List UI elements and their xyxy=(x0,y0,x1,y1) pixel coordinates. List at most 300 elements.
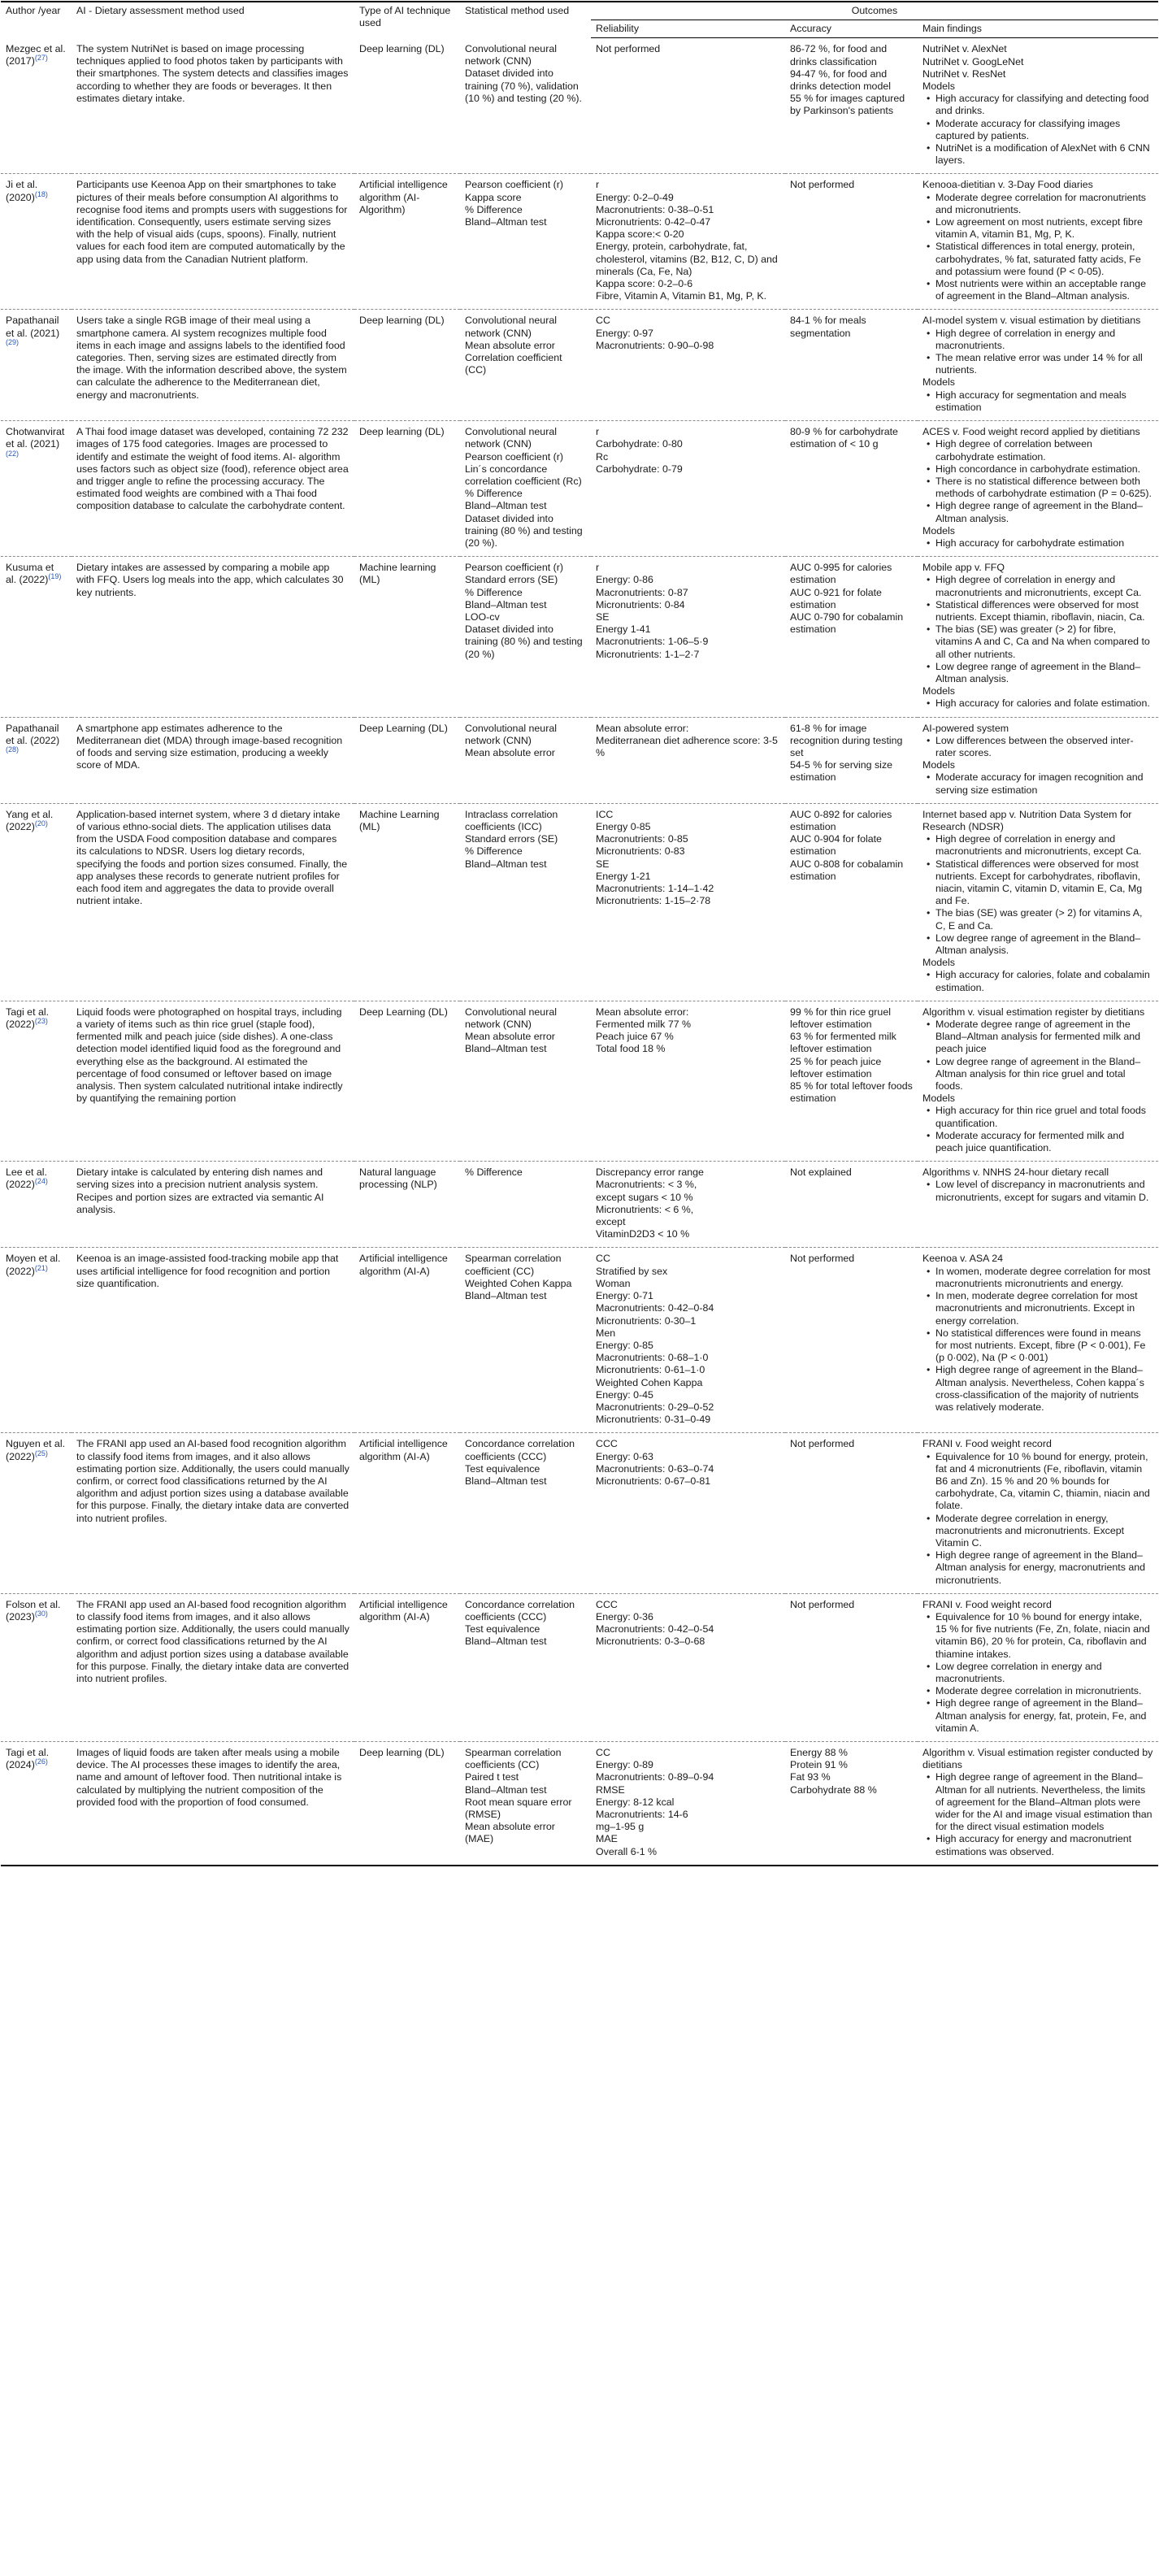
reliability-line: Stratified by sex xyxy=(596,1265,668,1277)
reliability-line: Micronutrients: 0-61–1·0 xyxy=(596,1364,705,1376)
accuracy-line: 86-72 %, for food and drinks classification xyxy=(790,43,888,67)
reliability-line: Micronutrients: 0-83 xyxy=(596,845,685,858)
finding-item: • High accuracy for energy and macronutrient estimations was observed. xyxy=(935,1833,1153,1857)
findings-heading: Models xyxy=(922,80,955,93)
reliability-line: Micronutrients: 1-15–2·78 xyxy=(596,895,711,907)
stat-line: Concordance correlation coefficients (CCC) xyxy=(465,1598,575,1622)
reliability-line: Macronutrients: 0-42–0-54 xyxy=(596,1623,714,1636)
findings-heading: Models xyxy=(922,685,955,697)
finding-item: • High degree range of agreement in the Bland–Altman analysis for energy, macronutrients and micronutrients. xyxy=(935,1549,1153,1587)
citation-link[interactable]: (24) xyxy=(34,1177,48,1186)
reliability-line: Macronutrients: 0-90–0-98 xyxy=(596,339,714,351)
citation-link[interactable]: (25) xyxy=(34,1449,48,1457)
method-cell: A Thai food image dataset was developed, containing 72 232 images of 175 food categories. Images are processed to identify and estimate the weight of food items. AI- algorithm uses factors such as object size (food), reference object area and trigger angle to refine the processing accuracy. The estimated food weights are combined with a Thai food composition database to calculate the carbohydrate content. xyxy=(72,421,354,557)
reliability-cell xyxy=(591,1742,785,1866)
author-cell xyxy=(1,421,72,557)
findings-list xyxy=(922,328,1153,377)
findings-cell xyxy=(918,1593,1158,1741)
table-row xyxy=(1,557,1158,717)
stat-line: Bland–Altman test xyxy=(465,1783,547,1796)
reliability-line: SE xyxy=(596,858,610,870)
stat-line: Bland–Altman test xyxy=(465,1475,547,1487)
reliability-line: Energy: 0-63 xyxy=(596,1450,653,1462)
finding-item: • High degree of correlation between carbohydrate estimation. xyxy=(935,438,1153,463)
accuracy-line: 85 % for total leftover foods estimation xyxy=(790,1080,913,1105)
citation-link[interactable]: (29) xyxy=(6,337,20,346)
statistical-method-cell xyxy=(460,1433,591,1593)
method-cell: The FRANI app used an AI-based food recognition algorithm to classify food items from images, and it also allows estimating portion size. Additionally, the users could manually confirm, or correct food classifications returned by the AI algorithm and adjust portion sizes using a database available for this purpose. Finally, the dietary intake data are converted into nutrient profiles. xyxy=(72,1433,354,1593)
finding-item: • Moderate degree correlation in micronutrients. xyxy=(935,1685,1153,1697)
reliability-line: CC xyxy=(596,315,610,327)
finding-item: • High degree of correlation in energy and macronutrients and micronutrients, except Ca. xyxy=(935,574,1153,598)
table-row xyxy=(1,1742,1158,1866)
author-cell xyxy=(1,174,72,310)
findings-list xyxy=(922,1771,1153,1857)
stat-line: Convolutional neural network (CNN) xyxy=(465,315,557,339)
findings-cell xyxy=(918,38,1158,174)
method-cell: The system NutriNet is based on image processing techniques applied to food photos taken by participants with their smartphones. The system detects and classifies images according to whether they are foods or beverages. It then estimates dietary intake. xyxy=(72,38,354,174)
statistical-method-cell xyxy=(460,310,591,421)
finding-item: • The bias (SE) was greater (> 2) for fibre, vitamins A and C, Ca and Na when compared to all other nutrients. xyxy=(935,623,1153,661)
reliability-line: Men xyxy=(596,1327,616,1339)
author-name: Papathanail et al. (2021) xyxy=(6,315,60,339)
reliability-line: r xyxy=(596,179,600,191)
accuracy-line: Not performed xyxy=(790,1438,855,1450)
ai-type-cell: Deep learning (DL) xyxy=(354,1742,460,1866)
reliability-line: Macronutrients: 0-68–1·0 xyxy=(596,1352,709,1364)
header-main-findings: Main findings xyxy=(918,20,1158,38)
reliability-cell xyxy=(591,717,785,803)
findings-list xyxy=(922,969,1153,993)
stat-line: Bland–Altman test xyxy=(465,500,547,512)
findings-cell xyxy=(918,557,1158,717)
reliability-line: Kappa score: 0-2–0-6 xyxy=(596,278,693,290)
reliability-line: Macronutrients: 0-89–0-94 xyxy=(596,1771,714,1783)
reliability-cell xyxy=(591,1593,785,1741)
finding-item: • Most nutrients were within an acceptable range of agreement in the Bland–Altman analysis. xyxy=(935,278,1153,302)
findings-heading: Algorithms v. NNHS 24-hour dietary recall xyxy=(922,1166,1109,1179)
findings-heading: AI-powered system xyxy=(922,722,1009,734)
citation-link[interactable]: (19) xyxy=(48,572,62,581)
author-cell xyxy=(1,1593,72,1741)
method-cell: The FRANI app used an AI-based food recognition algorithm to classify food items from images, and it also allows estimating portion size. Additionally, the users could manually confirm, or correct food classifications returned by the AI algorithm and adjust portion sizes using a database available for this purpose. Finally, the dietary intake data are converted into nutrient profiles. xyxy=(72,1593,354,1741)
finding-item: • High degree range of agreement in the Bland–Altman analysis for energy, fat, protein, Fe, and vitamin A. xyxy=(935,1697,1153,1735)
statistical-method-cell xyxy=(460,1742,591,1866)
reliability-line: SE xyxy=(596,610,610,623)
accuracy-line: 94-47 %, for food and drinks detection model xyxy=(790,67,891,93)
accuracy-line: 55 % for images captured by Parkinson's patients xyxy=(790,93,905,117)
reliability-line: Macronutrients: 14-6 xyxy=(596,1809,688,1821)
findings-list xyxy=(922,438,1153,524)
findings-heading: Models xyxy=(922,376,955,389)
reliability-line: Energy: 0-2–0-49 xyxy=(596,191,674,203)
findings-list xyxy=(922,1451,1153,1587)
statistical-method-cell xyxy=(460,557,591,717)
method-cell: Application-based internet system, where 3 d dietary intake of various ethno-social diets. The application utilises data from the USDA Food composition database and compares its calculations to NDSR. Users log dietary records, specifying the foods and portion sizes consumed. Finally, the app analyses these records to generate nutrient profiles for each food item and aggregates the data to provide overall nutrient intake. xyxy=(72,803,354,1001)
reliability-cell xyxy=(591,1433,785,1593)
finding-item: • High degree range of agreement in the Bland–Altman for all nutrients. Nevertheless, the limits of agreement for the Bland–Altman plots were wider for the AI and image visual estimation than for the direct visual estimation models xyxy=(935,1771,1153,1833)
reliability-line: Macronutrients: 0-87 xyxy=(596,586,688,598)
findings-list xyxy=(922,771,1153,796)
accuracy-cell xyxy=(785,174,918,310)
finding-item: • Low differences between the observed inter-rater scores. xyxy=(935,735,1153,759)
reliability-line: Energy 1-41 xyxy=(596,623,651,636)
accuracy-line: Not performed xyxy=(790,1598,855,1610)
accuracy-line: 99 % for thin rice gruel leftover estimation xyxy=(790,1006,891,1031)
stat-line: % Difference xyxy=(465,586,523,598)
finding-item: • High degree range of agreement in the Bland–Altman analysis. Nevertheless, Cohen kappa´s cross-classification of the majority of nutrients was relatively moderate. xyxy=(935,1364,1153,1414)
reliability-line: Macronutrients: 0-63–0-74 xyxy=(596,1462,714,1475)
accuracy-line: Protein 91 % xyxy=(790,1759,848,1771)
findings-heading: NutriNet v. AlexNet xyxy=(922,43,1007,55)
author-cell xyxy=(1,1248,72,1433)
table-row xyxy=(1,421,1158,557)
accuracy-line: 84-1 % for meals segmentation xyxy=(790,315,866,339)
finding-item: • High accuracy for calories and folate estimation. xyxy=(935,697,1153,710)
header-type: Type of AI technique used xyxy=(354,2,460,38)
findings-heading: AI-model system v. visual estimation by dietitians xyxy=(922,315,1141,327)
findings-cell xyxy=(918,1742,1158,1866)
finding-item: • High concordance in carbohydrate estimation. xyxy=(935,463,1153,476)
author-name: Moyen et al. (2022) xyxy=(6,1253,61,1277)
findings-list xyxy=(922,93,1153,167)
method-cell: Participants use Keenoa App on their smartphones to take pictures of their meals before consumption AI algorithms to recognise food items and prompts users with suggestions for identification. Consequently, users estimate serving sizes with the help of visual aids (cups, spoons). Finally, nutrient values for each food item are computed automatically by the app using data from the Canadian Nutrient platform. xyxy=(72,174,354,310)
accuracy-line: AUC 0-790 for cobalamin estimation xyxy=(790,610,904,636)
stat-line: Dataset divided into training (80 %) and testing (20 %). xyxy=(465,512,583,549)
finding-item: • Moderate degree range of agreement in the Bland–Altman analysis for fermented milk and peach juice xyxy=(935,1019,1153,1056)
accuracy-cell xyxy=(785,1433,918,1593)
reliability-line: MAE xyxy=(596,1833,618,1845)
reliability-line: Energy: 0-89 xyxy=(596,1759,653,1771)
ai-type-cell: Artificial intelligence algorithm (AI-A) xyxy=(354,1433,460,1593)
finding-item: • Moderate degree correlation in energy, macronutrients and micronutrients. Except Vitamin C. xyxy=(935,1513,1153,1550)
accuracy-line: 61-8 % for image recognition during testing set xyxy=(790,722,903,758)
table-row xyxy=(1,717,1158,803)
citation-link[interactable]: (21) xyxy=(34,1263,48,1272)
citation-link[interactable]: (20) xyxy=(34,819,48,828)
reliability-line: Energy: 0-45 xyxy=(596,1388,653,1401)
reliability-line: Energy: 0-97 xyxy=(596,327,653,339)
author-cell xyxy=(1,38,72,174)
stat-line: Dataset divided into training (70 %), validation (10 %) and testing (20 %). xyxy=(465,67,582,104)
method-cell: Keenoa is an image-assisted food-tracking mobile app that uses artificial intelligence for food recognition and portion size quantification. xyxy=(72,1248,354,1433)
finding-item: • The mean relative error was under 14 % for all nutrients. xyxy=(935,352,1153,376)
reliability-line: ICC xyxy=(596,808,614,820)
accuracy-cell xyxy=(785,1162,918,1248)
reliability-line: CC xyxy=(596,1747,610,1758)
citation-link[interactable]: (22) xyxy=(6,449,20,458)
reliability-line: Macronutrients: 0-42–0-84 xyxy=(596,1302,714,1314)
reliability-line: CCC xyxy=(596,1598,618,1610)
stat-line: Pearson coefficient (r) xyxy=(465,450,563,463)
reliability-cell xyxy=(591,557,785,717)
author-name: Chotwanvirat et al. (2021) xyxy=(6,426,65,450)
findings-cell xyxy=(918,803,1158,1001)
ai-type-cell: Deep learning (DL) xyxy=(354,310,460,421)
stat-line: LOO-cv xyxy=(465,610,500,623)
reliability-line: Total food 18 % xyxy=(596,1043,666,1055)
method-cell: Users take a single RGB image of their meal using a smartphone camera. AI system recognizes multiple food items in each image and assigns labels to the identified food categories. Then, serving sizes are estimated directly from the image. With the information described above, the system can calculate the adherence to the Mediterranean diet, energy and macronutrients. xyxy=(72,310,354,421)
header-author: Author /year xyxy=(1,2,72,38)
finding-item: • Low degree range of agreement in the Bland–Altman analysis. xyxy=(935,932,1153,957)
reliability-line: Energy: 0-36 xyxy=(596,1610,653,1622)
reliability-line: Energy: 0-86 xyxy=(596,574,653,586)
reliability-line: Mediterranean diet adherence score: 3-5 % xyxy=(596,734,778,758)
reliability-line: Carbohydrate: 0-80 xyxy=(596,438,683,450)
reliability-line: Carbohydrate: 0-79 xyxy=(596,463,683,475)
author-cell xyxy=(1,557,72,717)
citation-link[interactable]: (18) xyxy=(34,189,48,198)
accuracy-line: Not performed xyxy=(790,1253,855,1265)
stat-line: Bland–Altman test xyxy=(465,1290,547,1302)
findings-list xyxy=(922,697,1153,710)
reliability-line: Discrepancy error range xyxy=(596,1166,704,1179)
findings-cell xyxy=(918,717,1158,803)
finding-item: • High accuracy for thin rice gruel and total foods quantification. xyxy=(935,1105,1153,1129)
author-cell xyxy=(1,310,72,421)
citation-link[interactable]: (26) xyxy=(34,1757,48,1766)
findings-heading: Algorithm v. visual estimation register by dietitians xyxy=(922,1006,1145,1018)
statistical-method-cell xyxy=(460,1001,591,1161)
author-name: Tagi et al. (2022) xyxy=(6,1006,50,1031)
stat-line: Root mean square error (RMSE) xyxy=(465,1796,572,1821)
table-row xyxy=(1,803,1158,1001)
author-cell xyxy=(1,803,72,1001)
stat-line: Weighted Cohen Kappa xyxy=(465,1277,572,1289)
finding-item: • Moderate accuracy for classifying images captured by patients. xyxy=(935,118,1153,142)
stat-line: Convolutional neural network (CNN) xyxy=(465,42,557,67)
finding-item: • Statistical differences in total energy, protein, carbohydrates, % fat, saturated fatty acids, Fe and potassium were found (P < 0-05). xyxy=(935,241,1153,278)
stat-line: Spearman correlation coefficient (CC) xyxy=(465,1253,562,1277)
statistical-method-cell xyxy=(460,174,591,310)
ai-type-cell: Natural language processing (NLP) xyxy=(354,1162,460,1248)
reliability-line: Energy, protein, carbohydrate, fat, cholesterol, vitamins (B2, B12, C, D) and minerals (Ca, Fe, Na) xyxy=(596,241,778,277)
reliability-line: Energy 1-21 xyxy=(596,870,651,882)
finding-item: • High accuracy for carbohydrate estimation xyxy=(935,537,1153,550)
ai-type-cell: Deep learning (DL) xyxy=(354,38,460,174)
accuracy-line: 63 % for fermented milk leftover estimation xyxy=(790,1031,896,1055)
ai-type-cell: Machine Learning (ML) xyxy=(354,803,460,1001)
findings-list xyxy=(922,1611,1153,1735)
findings-list xyxy=(922,389,1153,414)
citation-link[interactable]: (23) xyxy=(34,1016,48,1025)
accuracy-cell xyxy=(785,38,918,174)
reliability-line: CC xyxy=(596,1253,610,1265)
findings-list xyxy=(922,192,1153,303)
reliability-line: Mean absolute error: xyxy=(596,1006,689,1018)
table-row xyxy=(1,1593,1158,1741)
findings-heading: Models xyxy=(922,759,955,771)
stat-line: % Difference xyxy=(465,1166,523,1179)
accuracy-line: AUC 0-904 for folate estimation xyxy=(790,833,882,858)
author-cell xyxy=(1,1433,72,1593)
findings-heading: Algorithm v. Visual estimation register conducted by dietitians xyxy=(922,1747,1153,1771)
finding-item: • In men, moderate degree correlation for most macronutrients and micronutrients. Except in energy correlation. xyxy=(935,1290,1153,1327)
reliability-line: Energy: 8-12 kcal xyxy=(596,1796,675,1808)
reliability-line: Macronutrients: 1-06–5·9 xyxy=(596,636,709,648)
accuracy-line: Not performed xyxy=(790,179,855,191)
author-name: Ji et al. (2020) xyxy=(6,179,38,203)
accuracy-line: Carbohydrate 88 % xyxy=(790,1783,877,1796)
finding-item: • High degree of correlation in energy and macronutrients. xyxy=(935,328,1153,352)
table-row xyxy=(1,1433,1158,1593)
finding-item: • Moderate accuracy for imagen recognition and serving size estimation xyxy=(935,771,1153,796)
table-row xyxy=(1,1248,1158,1433)
finding-item: • High accuracy for segmentation and meals estimation xyxy=(935,389,1153,414)
table-row xyxy=(1,1162,1158,1248)
author-name: Nguyen et al. (2022) xyxy=(6,1438,66,1462)
finding-item: • Statistical differences were observed for most nutrients. Except for carbohydrates, riboflavin, niacin, vitamin C, vitamin D, vitamin E, Ca, Mg and Fe. xyxy=(935,858,1153,908)
ai-type-cell: Machine learning (ML) xyxy=(354,557,460,717)
stat-line: Spearman correlation coefficients (CC) xyxy=(465,1747,562,1771)
stat-line: Bland–Altman test xyxy=(465,858,547,870)
reliability-cell xyxy=(591,803,785,1001)
reliability-cell xyxy=(591,310,785,421)
findings-cell xyxy=(918,1248,1158,1433)
header-outcomes: Outcomes xyxy=(591,2,1158,20)
stat-line: Standard errors (SE) xyxy=(465,574,558,586)
stat-line: Convolutional neural network (CNN) xyxy=(465,1006,557,1031)
stat-line: Bland–Altman test xyxy=(465,1636,547,1648)
statistical-method-cell xyxy=(460,38,591,174)
citation-link[interactable]: (28) xyxy=(6,745,20,754)
header-reliability: Reliability xyxy=(591,20,785,38)
author-name: Mezgec et al. (2017) xyxy=(6,42,66,67)
findings-heading: Models xyxy=(922,957,955,969)
ai-type-cell: Artificial intelligence algorithm (AI-A) xyxy=(354,1593,460,1741)
author-name: Folson et al. (2023) xyxy=(6,1598,61,1622)
citation-link[interactable]: (27) xyxy=(34,53,48,62)
reliability-line: Energy: 0-85 xyxy=(596,1339,653,1351)
reliability-line: except sugars < 10 % xyxy=(596,1191,693,1203)
stat-line: Test equivalence xyxy=(465,1623,540,1636)
author-cell xyxy=(1,1742,72,1866)
accuracy-line: AUC 0-995 for calories estimation xyxy=(790,562,892,586)
accuracy-line: AUC 0-808 for cobalamin estimation xyxy=(790,858,904,882)
finding-item: • No statistical differences were found in means for most nutrients. Except, fibre (P < 0·001), Fe (p 0·002), Na (P < 0·001) xyxy=(935,1327,1153,1365)
stat-line: Intraclass correlation coefficients (ICC) xyxy=(465,808,558,832)
table-body xyxy=(1,38,1158,1866)
reliability-line: Micronutrients: 0-84 xyxy=(596,598,685,610)
reliability-line: Micronutrients: 0-31–0-49 xyxy=(596,1414,711,1426)
reliability-line: Peach juice 67 % xyxy=(596,1031,674,1043)
reliability-cell xyxy=(591,38,785,174)
stat-line: Mean absolute error xyxy=(465,339,555,351)
reliability-line: Woman xyxy=(596,1277,631,1289)
findings-cell xyxy=(918,1433,1158,1593)
statistical-method-cell xyxy=(460,1162,591,1248)
ai-type-cell: Artificial intelligence algorithm (AI-Algorithm) xyxy=(354,174,460,310)
accuracy-cell xyxy=(785,1742,918,1866)
stat-line: Mean absolute error xyxy=(465,1031,555,1043)
findings-cell xyxy=(918,310,1158,421)
stat-line: Convolutional neural network (CNN) xyxy=(465,426,557,450)
stat-line: Bland–Altman test xyxy=(465,598,547,610)
finding-item: • Low agreement on most nutrients, except fibre vitamin A, vitamin B1, Mg, P, K. xyxy=(935,216,1153,241)
stat-line: Bland–Altman test xyxy=(465,1043,547,1055)
reliability-line: Kappa score:< 0-20 xyxy=(596,228,684,241)
reliability-line: Fermented milk 77 % xyxy=(596,1019,692,1031)
findings-heading: Keenoa v. ASA 24 xyxy=(922,1253,1003,1265)
stat-line: Kappa score xyxy=(465,191,522,203)
method-cell: A smartphone app estimates adherence to the Mediterranean diet (MDA) through image-based recognition of foods and serving size estimation, producing a weekly score of MDA. xyxy=(72,717,354,803)
table-row xyxy=(1,38,1158,174)
findings-heading: Models xyxy=(922,1093,955,1105)
reliability-line: Energy: 0-71 xyxy=(596,1290,653,1302)
reliability-line: Macronutrients: < 3 %, xyxy=(596,1179,697,1191)
accuracy-cell xyxy=(785,803,918,1001)
finding-item: • Equivalence for 10 % bound for energy intake, 15 % for five nutrients (Fe, Zn, folate, niacin and vitamin B6), 20 % for protein, Ca, riboflavin and thiamine intakes. xyxy=(935,1611,1153,1661)
statistical-method-cell xyxy=(460,1593,591,1741)
findings-list xyxy=(922,1105,1153,1154)
author-name: Kusuma et al. (2022) xyxy=(6,562,54,586)
statistical-method-cell xyxy=(460,421,591,557)
finding-item: • High accuracy for calories, folate and cobalamin estimation. xyxy=(935,969,1153,993)
stat-line: Mean absolute error xyxy=(465,746,555,758)
statistical-method-cell xyxy=(460,717,591,803)
findings-cell xyxy=(918,1162,1158,1248)
citation-link[interactable]: (30) xyxy=(34,1609,48,1618)
table-row xyxy=(1,1001,1158,1161)
stat-line: Mean absolute error (MAE) xyxy=(465,1821,555,1845)
accuracy-cell xyxy=(785,717,918,803)
finding-item: • Statistical differences were observed for most nutrients. Except thiamin, riboflavin, niacin, Ca. xyxy=(935,599,1153,623)
reliability-line: Micronutrients: 0-3–0-68 xyxy=(596,1636,705,1648)
ai-type-cell: Deep Learning (DL) xyxy=(354,717,460,803)
study-table xyxy=(1,1,1158,1866)
accuracy-cell xyxy=(785,1593,918,1741)
finding-item: • High accuracy for classifying and detecting food and drinks. xyxy=(935,93,1153,117)
reliability-line: CCC xyxy=(596,1438,618,1450)
stat-line: Pearson coefficient (r) xyxy=(465,179,563,191)
finding-item: • Moderate accuracy for fermented milk and peach juice quantification. xyxy=(935,1130,1153,1154)
reliability-line: RMSE xyxy=(596,1783,625,1796)
stat-line: Pearson coefficient (r) xyxy=(465,562,563,574)
finding-item: • There is no statistical difference between both methods of carbohydrate estimation (P = 0-625). xyxy=(935,476,1153,500)
accuracy-cell xyxy=(785,557,918,717)
ai-type-cell: Deep learning (DL) xyxy=(354,421,460,557)
reliability-line: Mean absolute error: xyxy=(596,722,689,734)
accuracy-cell xyxy=(785,1248,918,1433)
stat-line: Bland–Altman test xyxy=(465,216,547,228)
stat-line: % Difference xyxy=(465,488,523,500)
findings-list xyxy=(922,1266,1153,1414)
reliability-line: r xyxy=(596,562,600,574)
reliability-line: Macronutrients: 0-85 xyxy=(596,833,688,845)
findings-list xyxy=(922,1019,1153,1093)
accuracy-line: Not explained xyxy=(790,1166,852,1179)
method-cell: Dietary intake is calculated by entering dish names and serving sizes into a precision nutrient analysis system. Recipes and portion sizes are extracted via semantic AI analysis. xyxy=(72,1162,354,1248)
reliability-cell xyxy=(591,421,785,557)
findings-cell xyxy=(918,421,1158,557)
ai-type-cell: Deep Learning (DL) xyxy=(354,1001,460,1161)
author-cell xyxy=(1,1001,72,1161)
stat-line: Convolutional neural network (CNN) xyxy=(465,722,557,746)
accuracy-line: 54-5 % for serving size estimation xyxy=(790,759,893,784)
ai-type-cell: Artificial intelligence algorithm (AI-A) xyxy=(354,1248,460,1433)
author-name: Lee et al. (2022) xyxy=(6,1166,47,1191)
reliability-cell xyxy=(591,1001,785,1161)
reliability-cell xyxy=(591,174,785,310)
reliability-line: Weighted Cohen Kappa xyxy=(596,1376,703,1388)
stat-line: % Difference xyxy=(465,845,523,858)
findings-heading: FRANI v. Food weight record xyxy=(922,1598,1052,1610)
stat-line: Dataset divided into training (80 %) and testing (20 %) xyxy=(465,623,583,660)
findings-heading: Internet based app v. Nutrition Data System for Research (NDSR) xyxy=(922,808,1132,832)
author-name: Yang et al. (2022) xyxy=(6,808,54,832)
findings-list xyxy=(922,735,1153,759)
accuracy-line: Energy 88 % xyxy=(790,1747,848,1758)
